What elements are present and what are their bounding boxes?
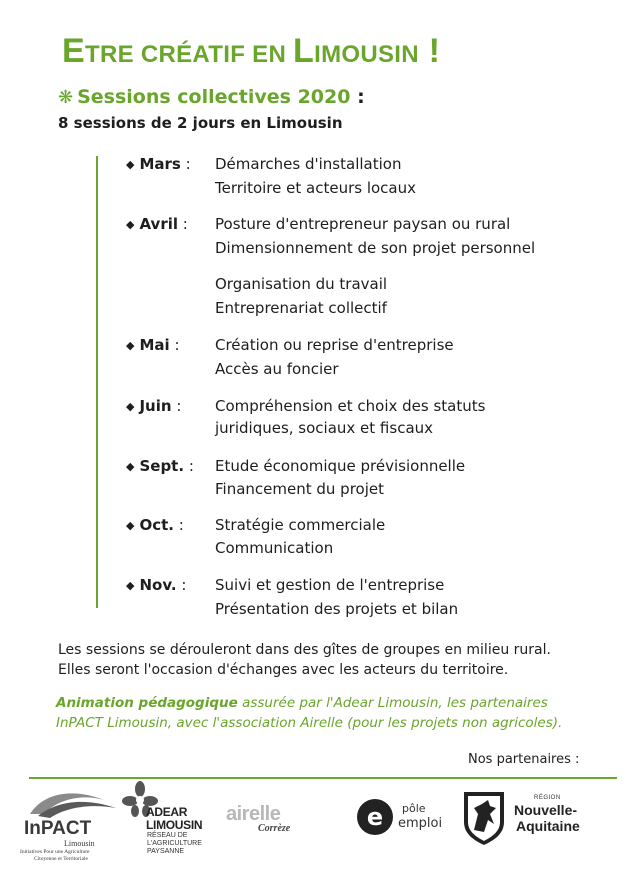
session-topic: Posture d'entrepreneur paysan ou rural [215,215,511,233]
pole-emploi-logo: e pôle emploi [356,798,446,838]
session-month: ◆ Nov. : [126,576,187,594]
footer-text: Elles seront l'occasion d'échanges avec les acteurs du territoire. [58,662,509,678]
session-topic: Démarches d'installation [215,155,402,173]
session-topic: Territoire et acteurs locaux [215,179,416,197]
footer-text: Les sessions se dérouleront dans des gîtes de groupes en milieu rural. [58,642,551,658]
adear-logo: ADEAR LIMOUSIN RÉSEAU DE L'AGRICULTURE PAYSANNE [120,781,220,865]
session-month: ◆ Avril : [126,215,188,233]
session-topic: Création ou reprise d'entreprise [215,336,454,354]
session-topic: Organisation du travail [215,275,388,293]
divider [29,777,617,779]
session-topic: Financement du projet [215,480,384,498]
session-month: ◆ Sept. : [126,457,194,475]
session-topic: Dimensionnement de son projet personnel [215,239,536,257]
session-month: ◆ Oct. : [126,516,184,534]
session-topic: juridiques, sociaux et fiscaux [215,419,434,437]
bullet-diamond-icon: ◆ [126,339,135,352]
session-topic: Compréhension et choix des statuts [215,397,486,415]
section-heading: ❋ Sessions collectives 2020 : [58,86,365,108]
session-topic: Accès au foncier [215,360,339,378]
session-topic: Etude économique prévisionnelle [215,457,466,475]
session-month: ◆ Mai : [126,336,180,354]
session-topic: Stratégie commerciale [215,516,386,534]
bullet-diamond-icon: ◆ [126,460,135,473]
page-title: ETRE CRÉATIF EN LIMOUSIN ! [62,32,441,70]
inpact-logo: InPACT Limousin Initiatives Pour une Agriculture Citoyenne et Territoriale [20,784,120,866]
region-logo: RÉGION Nouvelle- Aquitaine [460,790,590,848]
pole-emploi-icon [356,798,394,836]
bullet-diamond-icon: ◆ [126,519,135,532]
bullet-diamond-icon: ◆ [126,579,135,592]
lion-shield-icon [460,790,508,846]
session-topic: Entreprenariat collectif [215,299,387,317]
session-month: ◆ Juin : [126,397,182,415]
animation-note: Animation pédagogique assurée par l'Adear Limousin, les partenaires [56,695,548,711]
wave-icon [24,784,124,820]
animation-note: InPACT Limousin, avec l'association Airelle (pour les projets non agricoles). [56,715,563,731]
asterisk-icon: ❋ [58,87,74,108]
session-topic: Suivi et gestion de l'entreprise [215,576,445,594]
partners-label: Nos partenaires : [468,752,580,767]
intro-text: 8 sessions de 2 jours en Limousin [58,114,343,132]
session-month: ◆ Mars : [126,155,191,173]
session-topic: Présentation des projets et bilan [215,600,459,618]
bullet-diamond-icon: ◆ [126,158,135,171]
bullet-diamond-icon: ◆ [126,218,135,231]
svg-text:e: e [366,803,384,831]
timeline-divider [96,156,98,608]
airelle-logo: airelle Corrèze [226,803,291,834]
session-topic: Communication [215,539,334,557]
bullet-diamond-icon: ◆ [126,400,135,413]
